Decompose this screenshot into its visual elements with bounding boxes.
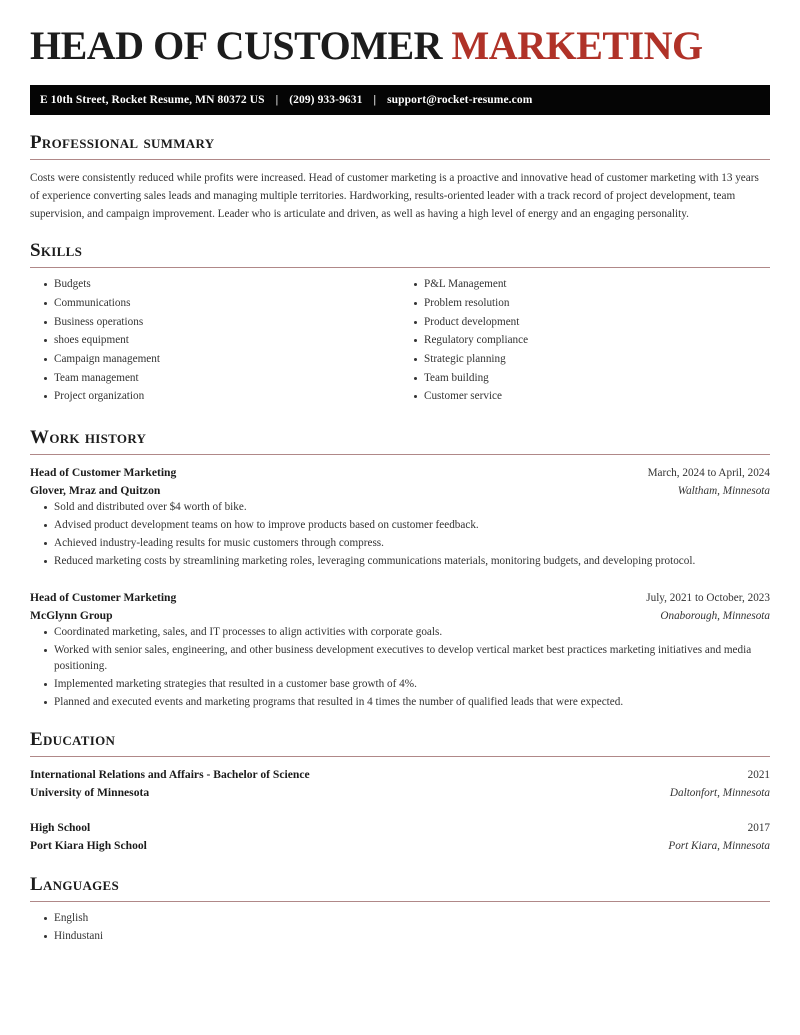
skills-column-left bbox=[30, 277, 400, 407]
education-entry bbox=[30, 766, 770, 803]
skills-columns bbox=[30, 277, 770, 407]
school-name: Port Kiara High School bbox=[30, 839, 147, 853]
section-rule bbox=[30, 756, 770, 757]
list-item: Product development bbox=[400, 315, 770, 330]
education-school-row bbox=[30, 837, 770, 855]
list-item: Communications bbox=[30, 296, 400, 311]
list-item: shoes equipment bbox=[30, 333, 400, 348]
section-heading-education: Education bbox=[30, 729, 116, 751]
job-responsibilities bbox=[30, 625, 770, 710]
list-item: Reduced marketing costs by streamlining marketing roles, leveraging communications materials, monitoring budgets, and developing protocol. bbox=[30, 554, 770, 569]
skills-column-right bbox=[400, 277, 770, 407]
section-heading-skills: Skills bbox=[30, 240, 83, 262]
section-languages bbox=[30, 874, 770, 944]
section-work-history bbox=[30, 427, 770, 710]
work-entry-title-row bbox=[30, 464, 770, 482]
graduation-year: 2021 bbox=[747, 768, 770, 781]
skills-list-left bbox=[30, 277, 400, 404]
section-heading-languages: Languages bbox=[30, 874, 120, 896]
languages-list bbox=[30, 911, 770, 944]
job-title: Head of Customer Marketing bbox=[30, 465, 177, 479]
job-location: Waltham, Minnesota bbox=[677, 484, 770, 497]
professional-summary-text: Costs were consistently reduced while profits were increased. Head of customer marketing is a proactive and innovative head of customer marketing with 13 years of experience converting sales leads and managing multiple territories. Hardworking, results-oriented leader with a track record of project development, team supervision, and campaign improvement. Leader who is articulate and driven, as well as having a high level of energy and an engaging personality. bbox=[30, 172, 759, 221]
job-location: Onaborough, Minnesota bbox=[660, 610, 770, 623]
job-dates: March, 2024 to April, 2024 bbox=[647, 466, 770, 479]
list-item: Campaign management bbox=[30, 352, 400, 367]
company-name: McGlynn Group bbox=[30, 609, 113, 623]
section-education bbox=[30, 729, 770, 855]
school-location: Port Kiara, Minnesota bbox=[668, 840, 770, 853]
work-entry-title-row bbox=[30, 589, 770, 607]
work-entry bbox=[30, 589, 770, 710]
job-responsibilities bbox=[30, 500, 770, 569]
work-entry-company-row bbox=[30, 607, 770, 625]
list-item: P&L Management bbox=[400, 277, 770, 292]
list-item: Problem resolution bbox=[400, 296, 770, 311]
section-professional-summary bbox=[30, 132, 770, 223]
company-name: Glover, Mraz and Quitzon bbox=[30, 483, 161, 497]
education-degree-row bbox=[30, 766, 770, 784]
section-heading-work-history: Work history bbox=[30, 426, 147, 448]
degree-name: High School bbox=[30, 820, 91, 834]
skills-list-right bbox=[400, 277, 770, 404]
list-item: Project organization bbox=[30, 389, 400, 404]
list-item: Strategic planning bbox=[400, 352, 770, 367]
education-school-row bbox=[30, 784, 770, 802]
contact-separator-2: | bbox=[373, 94, 377, 107]
degree-name: International Relations and Affairs - Bachelor of Science bbox=[30, 767, 310, 781]
contact-address: E 10th Street, Rocket Resume, MN 80372 US bbox=[40, 94, 265, 107]
section-rule bbox=[30, 159, 770, 160]
list-item: Advised product development teams on how to improve products based on customer feedback. bbox=[30, 518, 770, 533]
resume-title-accent: MARKETING bbox=[451, 23, 703, 68]
list-item: Sold and distributed over $4 worth of bike. bbox=[30, 500, 770, 515]
list-item: Business operations bbox=[30, 315, 400, 330]
education-degree-row bbox=[30, 819, 770, 837]
graduation-year: 2017 bbox=[747, 821, 770, 834]
section-rule bbox=[30, 267, 770, 268]
list-item: Regulatory compliance bbox=[400, 333, 770, 348]
list-item: Worked with senior sales, engineering, and other business development executives to develop vertical market best practices marketing initiatives and media positioning. bbox=[30, 643, 770, 674]
section-rule bbox=[30, 901, 770, 902]
list-item: Team management bbox=[30, 371, 400, 386]
job-dates: July, 2021 to October, 2023 bbox=[646, 591, 770, 604]
list-item: Budgets bbox=[30, 277, 400, 292]
contact-bar bbox=[30, 85, 770, 115]
list-item: Customer service bbox=[400, 389, 770, 404]
list-item: English bbox=[30, 911, 770, 926]
section-rule bbox=[30, 454, 770, 455]
work-entry bbox=[30, 464, 770, 570]
list-item: Hindustani bbox=[30, 929, 770, 944]
section-skills bbox=[30, 240, 770, 407]
list-item: Achieved industry-leading results for music customers through compress. bbox=[30, 536, 770, 551]
education-entry bbox=[30, 819, 770, 856]
list-item: Implemented marketing strategies that resulted in a customer base growth of 4%. bbox=[30, 677, 770, 692]
contact-email[interactable]: support@rocket-resume.com bbox=[387, 94, 533, 107]
contact-separator-1: | bbox=[275, 94, 279, 107]
list-item: Team building bbox=[400, 371, 770, 386]
school-name: University of Minnesota bbox=[30, 786, 150, 800]
contact-phone[interactable]: (209) 933-9631 bbox=[289, 94, 363, 107]
job-title: Head of Customer Marketing bbox=[30, 590, 177, 604]
school-location: Daltonfort, Minnesota bbox=[669, 787, 770, 800]
work-entry-company-row bbox=[30, 482, 770, 500]
list-item: Planned and executed events and marketing programs that resulted in 4 times the number of qualified leads that were expected. bbox=[30, 695, 770, 710]
contact-info bbox=[40, 94, 532, 106]
resume-title-main: HEAD OF CUSTOMER bbox=[30, 23, 443, 68]
section-heading-professional-summary: Professional summary bbox=[30, 132, 215, 154]
resume-title bbox=[30, 0, 770, 67]
list-item: Coordinated marketing, sales, and IT processes to align activities with corporate goals. bbox=[30, 625, 770, 640]
